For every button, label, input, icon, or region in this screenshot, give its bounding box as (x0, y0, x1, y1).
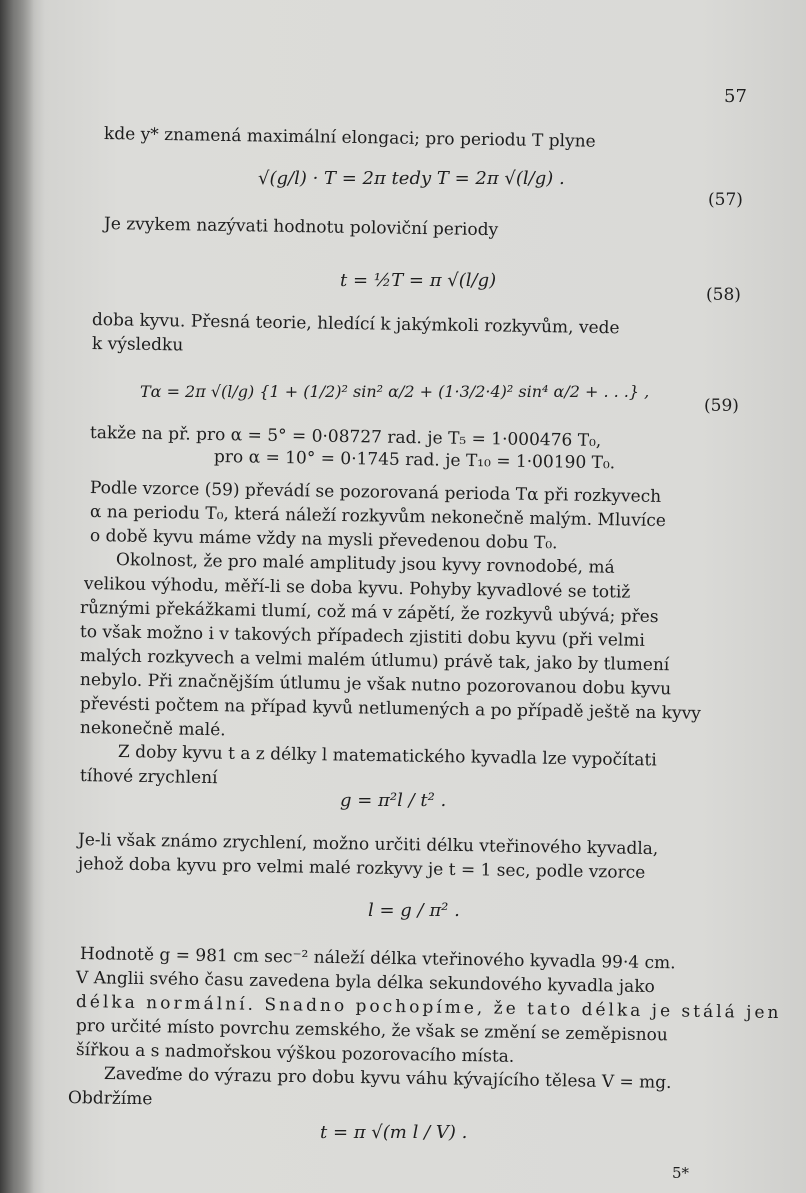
equation-g: g = π²l / t² . (340, 790, 447, 811)
text-line: Obdržíme (67, 1088, 153, 1110)
signature-mark: 5* (672, 1164, 690, 1182)
text-line: Hodnotě g = 981 cm sec⁻² náleží délka vteřinového kyvadla 99·4 cm. (79, 944, 676, 974)
text-line: Zaveďme do výrazu pro dobu kyvu váhu kývajícího tělesa V = mg. (103, 1064, 672, 1093)
equation-57: √(g/l) · T = 2π tedy T = 2π √(l/g) . (258, 168, 565, 189)
page-number: 57 (724, 86, 747, 107)
text-line: převésti počtem na případ kyvů netlumených a po případě ještě na kyvy (79, 694, 702, 724)
text-line: šířkou a s nadmořskou výškou pozorovacího místa. (75, 1040, 515, 1067)
text-line: takže na př. pro α = 5° = 0·08727 rad. je T₅ = 1·000476 T₀, (89, 423, 602, 452)
equation-number-58: (58) (706, 285, 741, 305)
text-line: kde y* znamená maximální elongaci; pro periodu T plyne (103, 124, 596, 152)
text-line: velikou výhodu, měří-li se doba kyvu. Pohyby kyvadlové se totiž (83, 574, 631, 603)
equation-59: Tα = 2π √(l/g) {1 + (1/2)² sin² α/2 + (1·3/2·4)² sin⁴ α/2 + . . .} , (140, 382, 650, 401)
text-line: Z doby kyvu t a z délky l matematického kyvadla lze vypočítati (117, 742, 657, 771)
text-line: α na periodu T₀, která náleží rozkyvům nekonečně malým. Mluvíce (89, 502, 667, 532)
text-line: malých rozkyvech a velmi malém útlumu) právě tak, jako by tlumení (79, 646, 670, 676)
text-line: nekonečně malé. (79, 718, 226, 741)
book-spine-shadow (0, 0, 34, 1193)
text-line: různými překážkami tlumí, což má v zápětí, že rozkyvů ubývá; přes (79, 598, 659, 628)
text-line: pro α = 10° = 0·1745 rad. je T₁₀ = 1·00190 T₀. (213, 447, 616, 474)
text-line: Podle vzorce (59) převádí se pozorovaná perioda Tα při rozkyvech (89, 478, 662, 507)
text-line: to však možno i v takových případech zjistiti dobu kyvu (při velmi (79, 622, 646, 651)
text-line: Je zvykem nazývati hodnotu poloviční periody (103, 214, 499, 241)
equation-t: t = π √(m l / V) . (320, 1122, 468, 1143)
text-line: Je-li však známo zrychlení, možno určiti délku vteřinového kyvadla, (77, 830, 659, 860)
text-line: Okolnost, že pro malé amplitudy jsou kyvy rovnodobé, má (115, 550, 615, 578)
text-line: délka normální. Snadno pochopíme, že tato délka je stálá jen (75, 992, 782, 1024)
text-line: tíhové zrychlení (79, 766, 218, 789)
text-line: pro určité místo povrchu zemského, že však se změní se zeměpisnou (75, 1016, 668, 1046)
text-line: jehož doba kyvu pro velmi malé rozkyvy je t = 1 sec, podle vzorce (77, 854, 646, 883)
text-line: o době kyvu máme vždy na mysli převedenou dobu T₀. (89, 526, 558, 554)
text-line: k výsledku (91, 334, 184, 356)
equation-58: t = ½T = π √(l/g) (340, 270, 497, 291)
text-line: doba kyvu. Přesná teorie, hledící k jakýmkoli rozkyvům, vede (91, 310, 620, 339)
equation-l: l = g / π² . (368, 900, 460, 921)
equation-number-57: (57) (708, 190, 743, 210)
equation-number-59: (59) (704, 396, 739, 416)
text-line: nebylo. Při značnějším útlumu je však nutno pozorovanou dobu kyvu (79, 670, 672, 700)
text-line: V Anglii svého času zavedena byla délka sekundového kyvadla jako (75, 968, 655, 998)
